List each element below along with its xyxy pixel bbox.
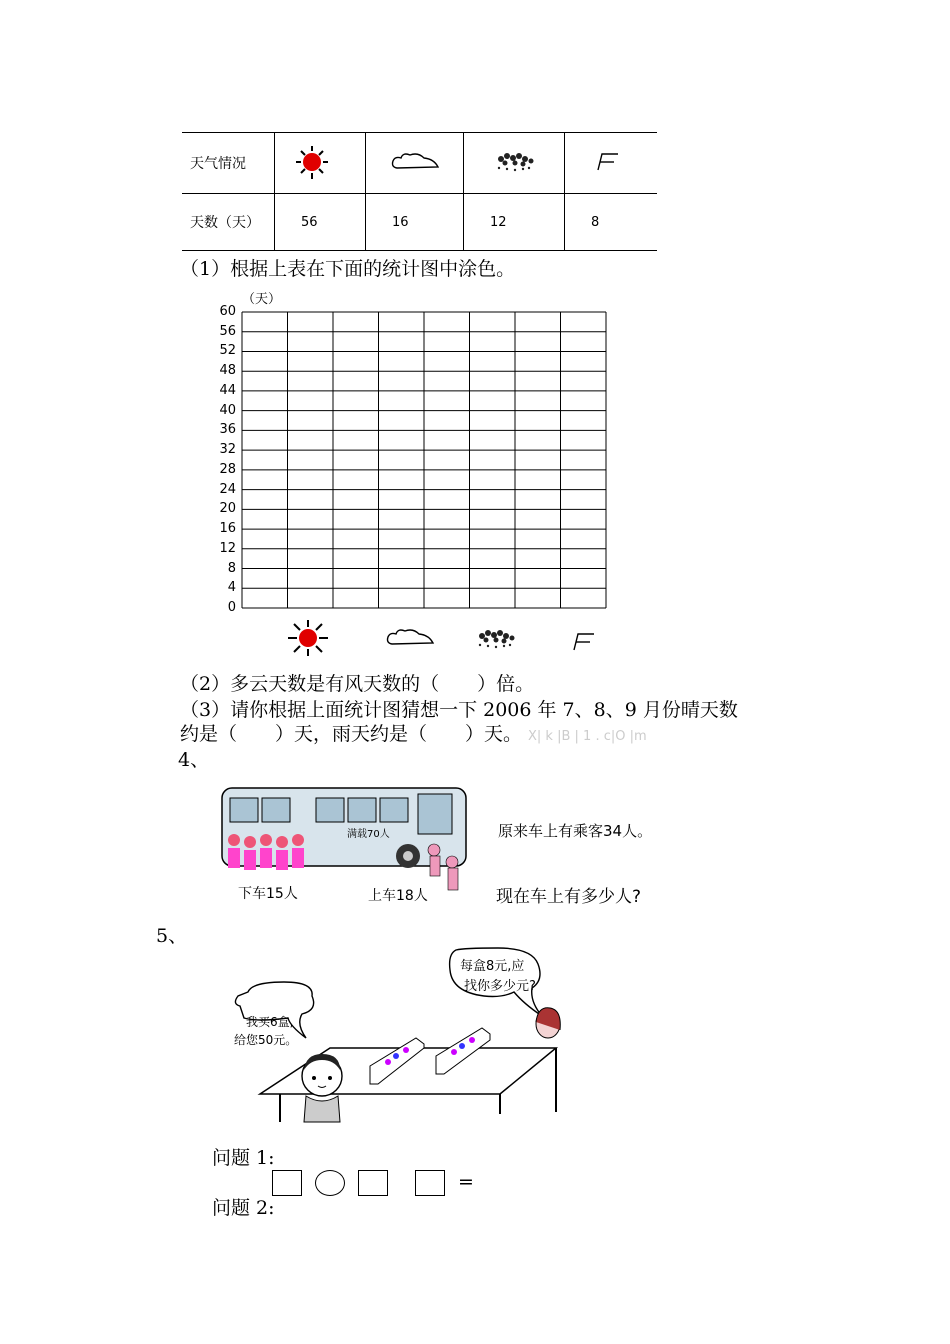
- problem-5-number: 5、: [156, 925, 188, 947]
- problem-1-label: 问题 1:: [212, 1147, 275, 1169]
- y-tick-label: 48: [219, 363, 236, 379]
- y-tick-label: 60: [219, 304, 236, 319]
- cloud-icon: [388, 630, 434, 644]
- svg-text:上车18人: 上车18人: [368, 888, 428, 904]
- y-tick-label: 12: [219, 540, 236, 556]
- y-tick-label: 52: [219, 343, 236, 359]
- operator-circle[interactable]: [315, 1170, 345, 1196]
- chart-x-icons: [280, 614, 610, 662]
- equals-sign: =: [458, 1171, 474, 1193]
- question-2: （2）多云天数是有风天数的（ ）倍。: [180, 673, 535, 695]
- sun-icon: [275, 133, 366, 194]
- y-tick-label: 44: [219, 382, 236, 398]
- sun-icon: [288, 620, 328, 656]
- problem-4-number: 4、: [178, 749, 210, 771]
- problem-4-info: 原来车上有乘客34人。: [498, 822, 653, 840]
- value-sunny: 56: [275, 194, 366, 251]
- svg-text:给您50元。: 给您50元。: [234, 1033, 298, 1047]
- watermark: X| k |B | 1 . c|O |m: [528, 729, 647, 744]
- svg-text:满载70人: 满载70人: [347, 829, 390, 840]
- question-3-line-1: （3）请你根据上面统计图猜想一下 2006 年 7、8、9 月份晴天数: [180, 699, 738, 721]
- y-tick-label: 16: [219, 521, 236, 537]
- chart-grid: [240, 310, 610, 610]
- bus-illustration: [220, 784, 480, 908]
- weather-table: [182, 132, 657, 251]
- days-header: 天数（天）: [182, 194, 275, 251]
- rain-icon: [464, 133, 565, 194]
- question-3-line-2: 约是（ ）天，雨天约是（ ）天。 X| k |B | 1 . c|O |m: [180, 723, 647, 745]
- y-tick-label: 0: [227, 600, 236, 615]
- y-tick-label: 36: [219, 422, 236, 438]
- answer-box-1[interactable]: [272, 1170, 302, 1196]
- y-tick-label: 4: [227, 580, 236, 596]
- y-tick-label: 40: [219, 402, 236, 418]
- weather-header: 天气情况: [182, 133, 275, 194]
- value-cloudy: 16: [366, 194, 464, 251]
- y-tick-label: 56: [219, 323, 236, 339]
- answer-box-2[interactable]: [358, 1170, 388, 1196]
- y-tick-label: 20: [219, 501, 236, 517]
- y-tick-label: 28: [219, 461, 236, 477]
- chart-unit-label: （天）: [242, 292, 282, 307]
- svg-text:下车15人: 下车15人: [238, 886, 298, 902]
- y-tick-label: 24: [219, 481, 236, 497]
- question-1: （1）根据上表在下面的统计图中涂色。: [180, 258, 516, 280]
- value-windy: 8: [565, 194, 658, 251]
- wind-icon: [574, 634, 594, 650]
- y-tick-label: 32: [219, 442, 236, 458]
- y-tick-label: 8: [227, 560, 236, 576]
- cloud-icon: [366, 133, 464, 194]
- answer-box-3[interactable]: [415, 1170, 445, 1196]
- problem-2-label: 问题 2:: [212, 1197, 275, 1219]
- svg-text:每盒8元,应: 每盒8元,应: [460, 959, 525, 974]
- rain-icon: [479, 630, 515, 648]
- svg-text:找你多少元?: 找你多少元?: [464, 979, 536, 994]
- wind-icon: [565, 133, 658, 194]
- svg-text:我买6盒,: 我买6盒,: [246, 1015, 294, 1029]
- shop-illustration: [220, 944, 570, 1124]
- problem-4-question: 现在车上有多少人?: [496, 887, 642, 907]
- value-rainy: 12: [464, 194, 565, 251]
